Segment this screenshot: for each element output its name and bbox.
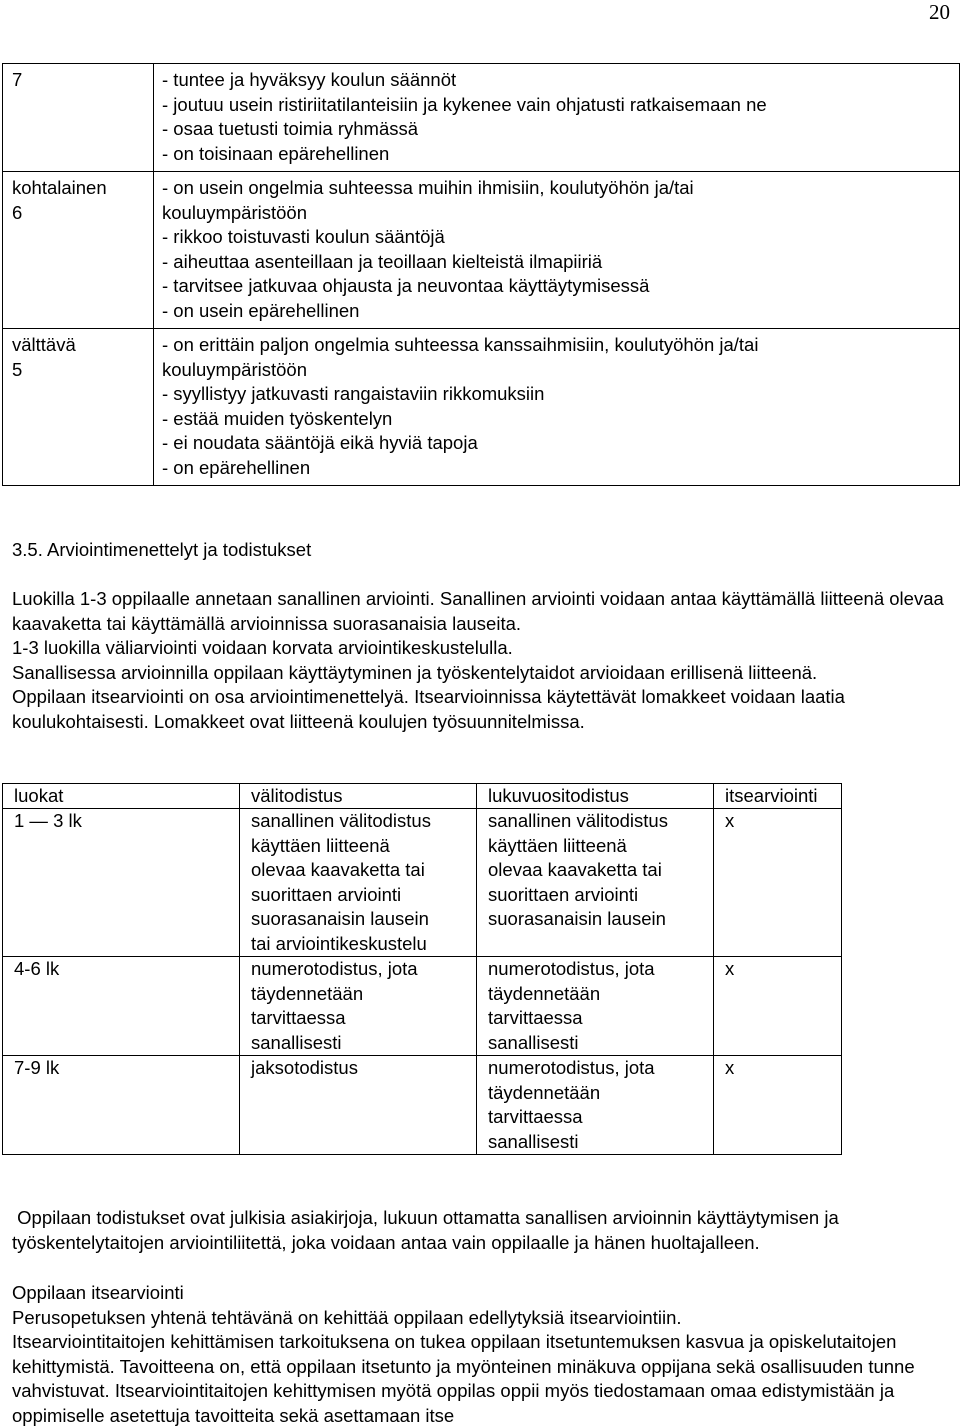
column-header: välitodistus xyxy=(240,784,477,809)
criteria-line: - rikkoo toistuvasti koulun sääntöjä xyxy=(162,226,445,247)
table-row xyxy=(3,64,960,172)
table-cell: numerotodistus, jota täydennetään tarvittaessa sanallisesti xyxy=(477,957,714,1056)
table-row xyxy=(3,329,960,486)
table-row xyxy=(3,172,960,329)
table-row xyxy=(3,809,842,957)
table-header-row xyxy=(3,784,842,809)
grade-cell xyxy=(3,172,154,329)
column-header: luokat xyxy=(3,784,240,809)
criteria-line: - on epärehellinen xyxy=(162,456,311,478)
criteria-line: - tuntee ja hyväksyy koulun säännöt xyxy=(162,69,457,90)
criteria-line: - syyllistyy jatkuvasti rangaistaviin rikkomuksiin xyxy=(162,383,545,404)
grade-label: kohtalainen 6 xyxy=(12,177,107,223)
assessment-paragraph: Luokilla 1-3 oppilaalle annetaan sanallinen arviointi. Sanallinen arviointi voidaan antaa käyttämällä liitteenä olevaa kaavaketta tai käyttämällä arvioinnissa suorasanaisia lauseita. 1-3 luokilla väliarviointi voidaan korvata arviointikeskustelulla. Sanallisessa arvioinnilla oppilaan käyttäytyminen ja työskentelytaidot arvioidaan erillisenä liitteenä. Oppilaan itsearviointi on osa arviointimenettelyä. Itsearvioinnissa käytettävät lomakkeet voidaan laatia koulukohtaisesti. Lomakkeet ovat liitteenä koulujen työsuunnitelmissa. xyxy=(12,588,944,732)
grade-label: välttävä 5 xyxy=(12,334,76,380)
table-cell: sanallinen välitodistus käyttäen liitteenä olevaa kaavaketta tai suorittaen arviointi suorasanaisin lausein tai arviointikeskustelu xyxy=(240,809,477,957)
table-cell: 1 — 3 lk xyxy=(3,809,240,957)
criteria-line: - estää muiden työskentelyn xyxy=(162,407,393,429)
criteria-line: - joutuu usein ristiriitatilanteisiin ja kykenee vain ohjatusti ratkaisemaan ne xyxy=(162,93,767,115)
table-cell: x xyxy=(714,957,842,1056)
grade-label: 7 xyxy=(12,69,23,90)
behavior-grade-table xyxy=(2,63,960,486)
page-number: 20 xyxy=(929,0,950,24)
criteria-cell xyxy=(154,329,960,486)
criteria-cell xyxy=(154,172,960,329)
table-row xyxy=(3,1056,842,1155)
certificate-paragraph: Oppilaan todistukset ovat julkisia asiakirjoja, lukuun ottamatta sanallisen arvioinnin käyttäytymisen ja työskentelytaitojen arviointiliitettä, joka voidaan antaa vain oppilaalle ja hänen huoltajalleen. xyxy=(12,1207,844,1253)
table-row xyxy=(3,957,842,1056)
table-cell: 7-9 lk xyxy=(3,1056,240,1155)
table-cell: numerotodistus, jota täydennetään tarvittaessa sanallisesti xyxy=(477,1056,714,1155)
criteria-line: - on erittäin paljon ongelmia suhteessa kanssaihmisiin, koulutyöhön ja/tai xyxy=(162,334,759,355)
grade-cell xyxy=(3,64,154,172)
self-assessment-paragraph: Oppilaan itsearviointi Perusopetuksen yhtenä tehtävänä on kehittää oppilaan edellytyksiä itsearviointiin. Itsearviointitaitojen kehittämisen tarkoituksena on tukea oppilaan itsetuntemuksen kasvua ja opiskelutaitojen kehittymistä. Tavoitteena on, että oppilaan itsetunto ja myönteinen minäkuva oppijana sekä osallisuuden tunne vahvistuvat. Itsearviointitaitojen kehittymisen myötä oppilas oppii myös tiedostamaan omaa edistymistään ja oppimiselle asetettuja tavoitteita sekä asettamaan itse xyxy=(12,1282,915,1426)
certificate-table xyxy=(2,783,842,1155)
criteria-line: - aiheuttaa asenteillaan ja teoillaan kielteistä ilmapiiriä xyxy=(162,250,603,272)
criteria-line: - ei noudata sääntöjä eikä hyviä tapoja xyxy=(162,432,478,453)
criteria-line: - on usein epärehellinen xyxy=(162,299,360,321)
table-cell: 4-6 lk xyxy=(3,957,240,1056)
column-header: itsearviointi xyxy=(714,784,842,809)
criteria-line: - on toisinaan epärehellinen xyxy=(162,142,390,164)
column-header: lukuvuositodistus xyxy=(477,784,714,809)
criteria-line: - tarvitsee jatkuvaa ohjausta ja neuvontaa käyttäytymisessä xyxy=(162,275,650,296)
criteria-line: kouluympäristöön xyxy=(162,201,307,223)
table-cell: x xyxy=(714,1056,842,1155)
section-heading: 3.5. Arviointimenettelyt ja todistukset xyxy=(12,539,312,560)
criteria-line: - on usein ongelmia suhteessa muihin ihmisiin, koulutyöhön ja/tai xyxy=(162,177,694,198)
criteria-line: - osaa tuetusti toimia ryhmässä xyxy=(162,118,419,139)
grade-cell xyxy=(3,329,154,486)
criteria-cell xyxy=(154,64,960,172)
criteria-line: kouluympäristöön xyxy=(162,358,307,380)
table-cell: numerotodistus, jota täydennetään tarvittaessa sanallisesti xyxy=(240,957,477,1056)
table-cell: jaksotodistus xyxy=(240,1056,477,1155)
table-cell: sanallinen välitodistus käyttäen liitteenä olevaa kaavaketta tai suorittaen arviointi suorasanaisin lausein xyxy=(477,809,714,957)
table-cell: x xyxy=(714,809,842,957)
